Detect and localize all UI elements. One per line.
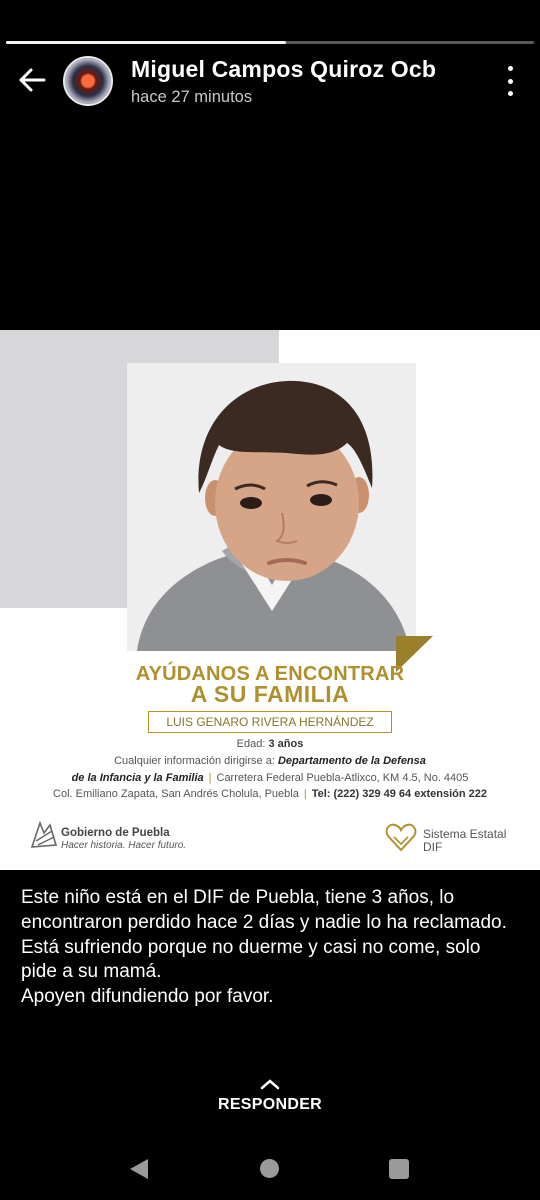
story-image bbox=[0, 330, 540, 870]
department-part2: de la Infancia y la Familia bbox=[71, 772, 204, 784]
child-portrait-illustration bbox=[127, 363, 416, 651]
telephone: Tel: (222) 329 49 64 extensión 222 bbox=[311, 788, 487, 800]
chevron-up-icon bbox=[260, 1078, 280, 1090]
poster-headline-line1: AYÚDANOS A ENCONTRAR bbox=[135, 663, 405, 685]
circle-home-icon[interactable] bbox=[260, 1159, 279, 1178]
separator: | bbox=[208, 772, 212, 784]
separator: | bbox=[303, 788, 307, 800]
address-part2: Col. Emiliano Zapata, San Andrés Cholula, Puebla bbox=[53, 788, 299, 800]
triangle-back-icon[interactable] bbox=[128, 1158, 150, 1180]
child-name-box: LUIS GENARO RIVERA HERNÁNDEZ bbox=[148, 711, 392, 733]
info-line-2 bbox=[0, 772, 540, 784]
author-name[interactable]: Miguel Campos Quiroz Ocb bbox=[131, 56, 437, 82]
dot bbox=[508, 79, 513, 84]
dif-line2: DIF bbox=[423, 840, 443, 854]
more-options-button[interactable] bbox=[498, 66, 522, 96]
vertical-dots-icon bbox=[508, 66, 513, 71]
info-line-3 bbox=[0, 788, 540, 800]
gov-slogan: Hacer historia. Hacer futuro. bbox=[61, 840, 187, 851]
caption-line1: Este niño está en el DIF de Puebla, tiene 3 años, lo encontraron perdido hace 2 días y nadie lo ha reclamado. bbox=[21, 887, 507, 933]
department-part1: Departamento de la Defensa bbox=[277, 755, 426, 767]
gobierno-puebla-logo bbox=[28, 819, 60, 851]
poster-headline-line2: A SU FAMILIA bbox=[190, 681, 350, 707]
story-caption bbox=[21, 886, 521, 1010]
address-part1: Carretera Federal Puebla-Atlixco, KM 4.5, No. 4405 bbox=[216, 772, 469, 784]
story-progress-bar bbox=[6, 41, 534, 44]
dif-name bbox=[423, 828, 506, 854]
child-age bbox=[0, 738, 540, 750]
gov-name: Gobierno de Puebla bbox=[61, 827, 170, 839]
back-button[interactable] bbox=[14, 62, 50, 98]
arrow-left-icon bbox=[18, 67, 46, 93]
caption-line2: Está sufriendo porque no duerme y casi no come, solo pide a su mamá. bbox=[21, 936, 486, 983]
age-label: Edad: bbox=[236, 738, 266, 750]
dif-line1: Sistema Estatal bbox=[423, 827, 507, 841]
reply-button[interactable] bbox=[0, 1078, 540, 1114]
child-photo bbox=[127, 363, 416, 651]
post-timestamp: hace 27 minutos bbox=[131, 88, 253, 106]
author-avatar[interactable] bbox=[63, 56, 113, 106]
dif-heart-logo bbox=[385, 822, 417, 852]
caption-line3: Apoyen difundiendo por favor. bbox=[21, 986, 274, 1008]
square-recents-icon[interactable] bbox=[389, 1159, 409, 1179]
dot bbox=[508, 91, 513, 96]
info-line-1 bbox=[0, 755, 540, 767]
info-intro: Cualquier información dirigirse a: bbox=[114, 755, 275, 767]
age-value: 3 años bbox=[268, 738, 304, 750]
reply-label: RESPONDER bbox=[217, 1096, 323, 1113]
story-progress-fill bbox=[6, 41, 286, 44]
